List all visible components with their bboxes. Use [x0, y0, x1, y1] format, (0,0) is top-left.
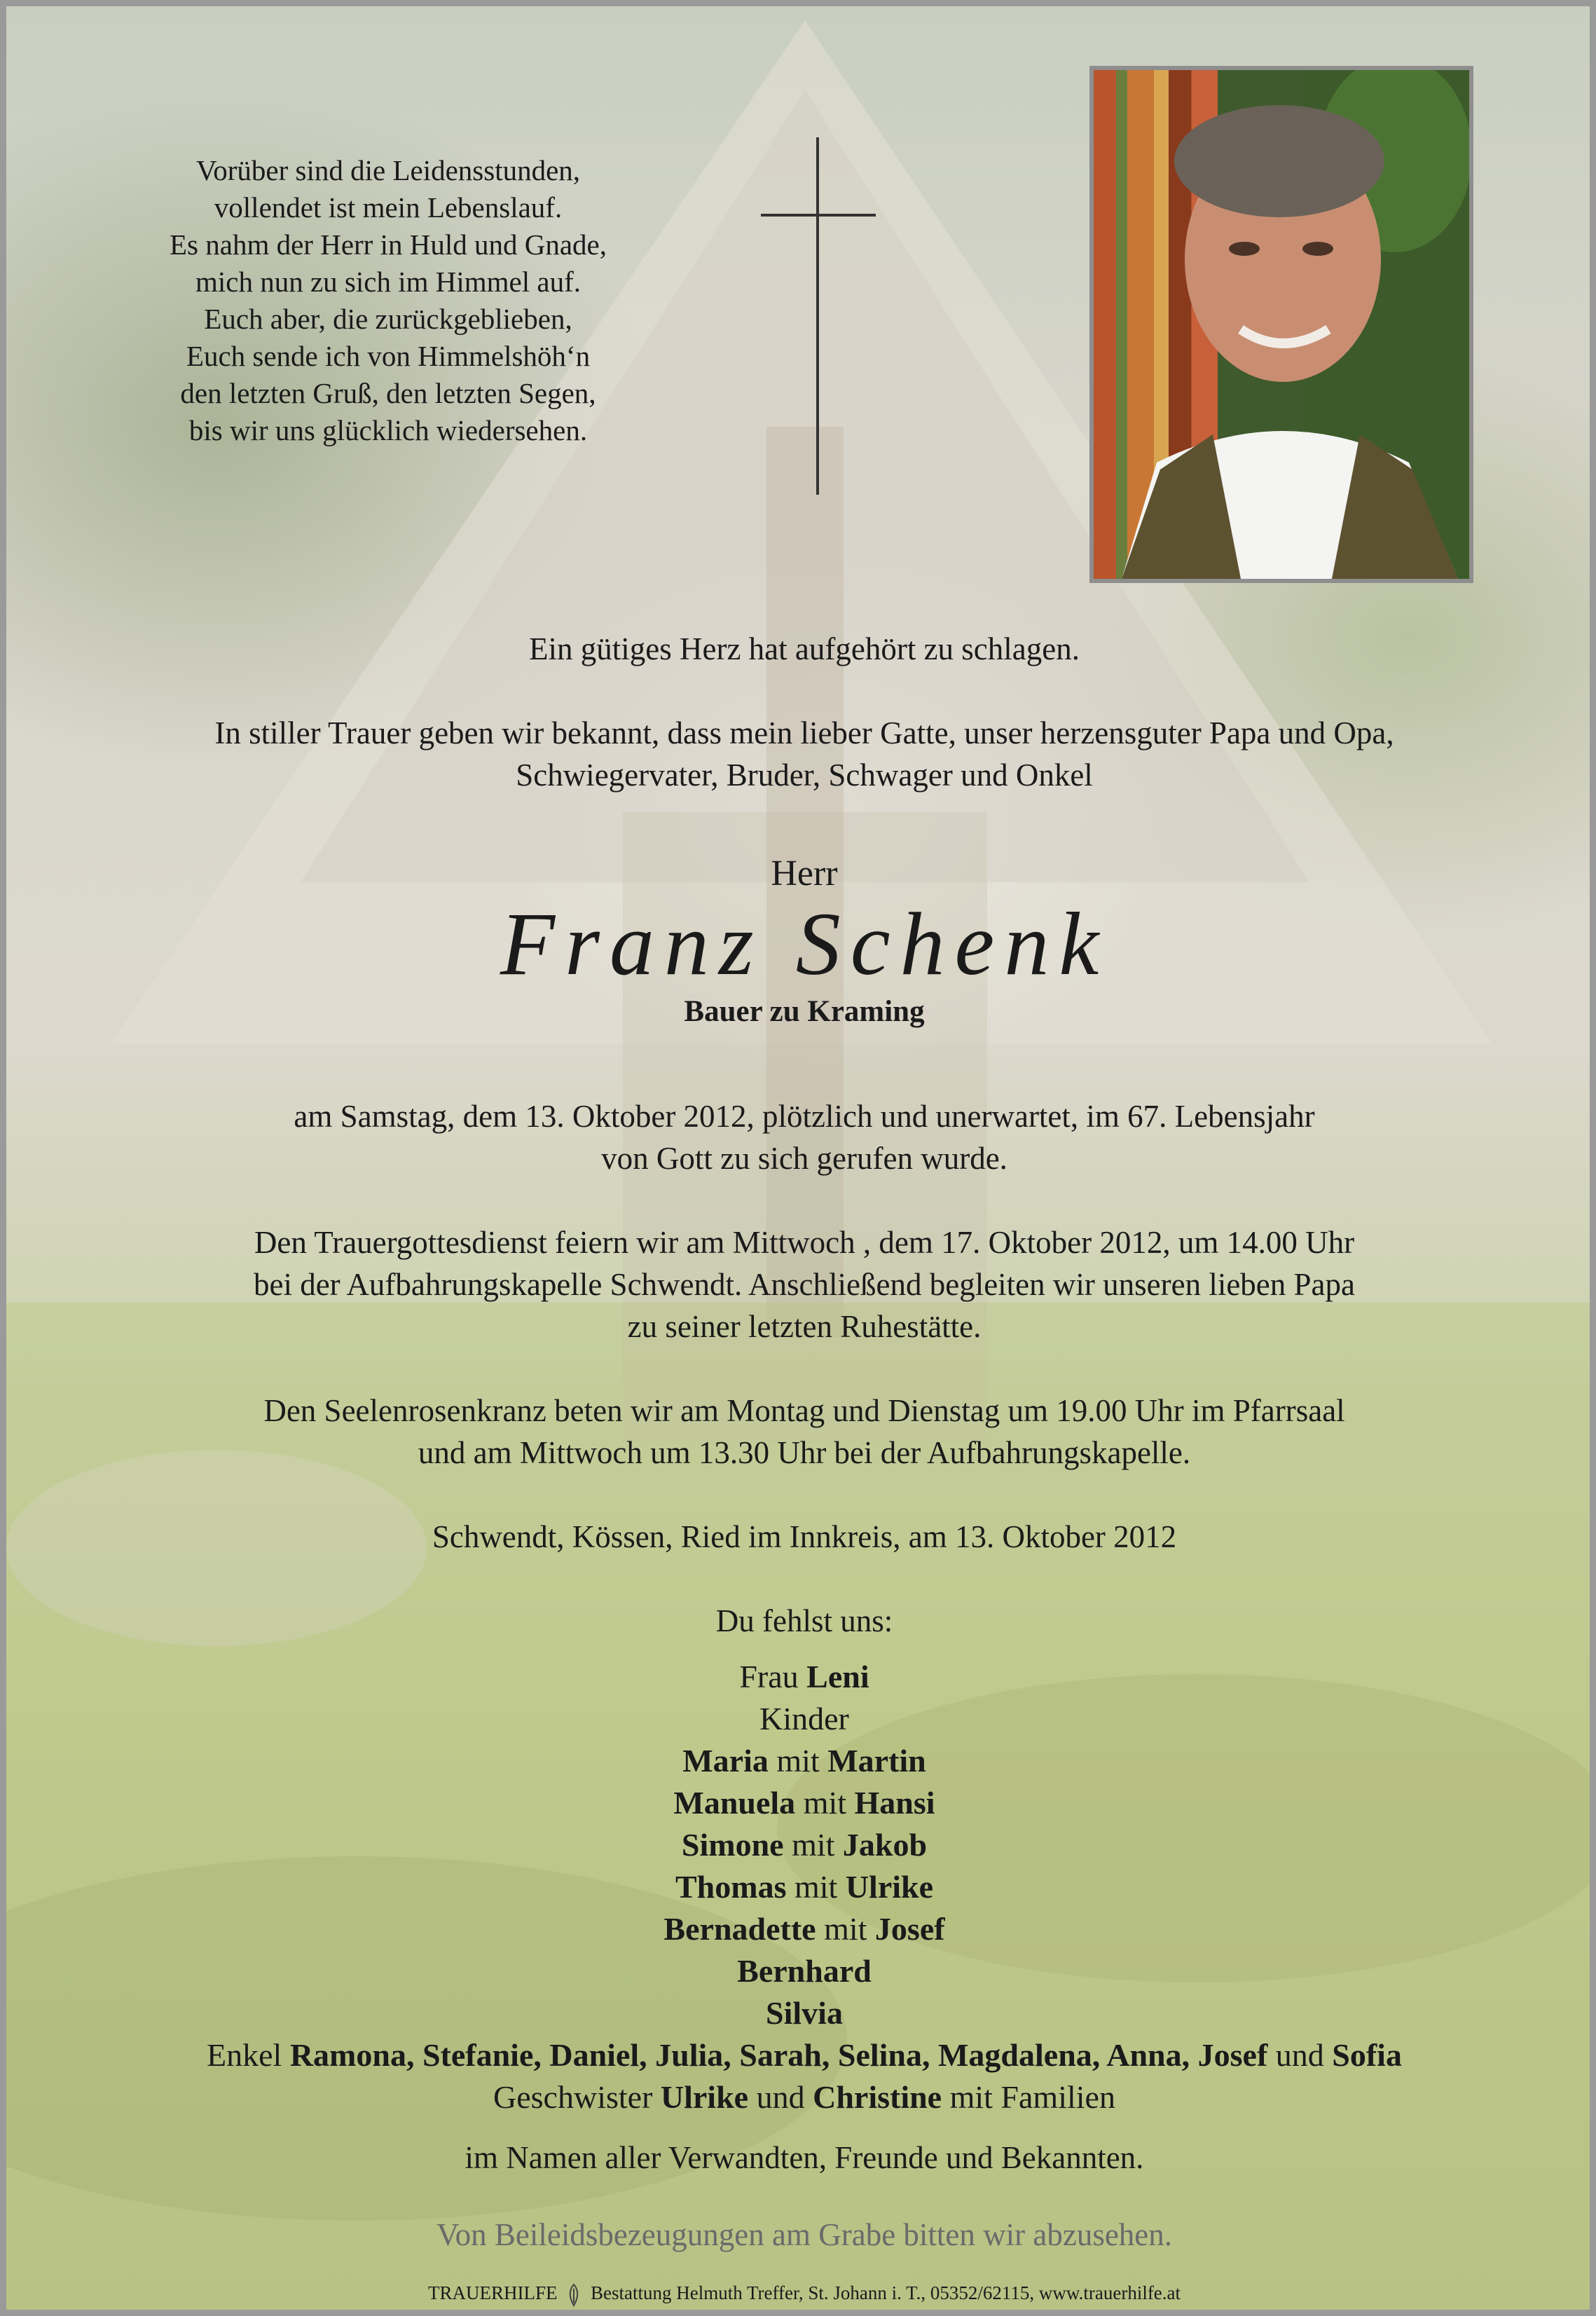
- closing: [6, 2137, 1596, 2179]
- place-date: [6, 1516, 1596, 1558]
- intro-section: [6, 628, 1596, 670]
- death-line: am Samstag, dem 13. Oktober 2012, plötzlich und unerwartet, im 67. Lebensjahr: [294, 1099, 1315, 1134]
- deceased-occupation: Bauer zu Kraming: [684, 995, 925, 1028]
- condolence-request: [6, 2214, 1596, 2256]
- child-entry: Silvia: [766, 1995, 843, 2031]
- announcement-line: In stiller Trauer geben wir bekannt, dass mein lieber Gatte, unser herzensguter Papa und Opa,: [214, 715, 1394, 751]
- deceased-name: Franz Schenk: [500, 894, 1109, 994]
- funeral-line: Den Trauergottesdienst feiern wir am Mittwoch , dem 17. Oktober 2012, um 14.00 Uhr: [254, 1225, 1355, 1260]
- siblings-entry: Geschwister Ulrike und Christine mit Familien: [493, 2079, 1115, 2115]
- verse-line: den letzten Gruß, den letzten Segen,: [180, 377, 596, 409]
- child-entry: Maria mit Martin: [682, 1743, 926, 1779]
- trauerhilfe-logo-icon: [566, 2283, 582, 2307]
- child-entry: Bernhard: [737, 1953, 872, 1989]
- death-notice: [6, 1095, 1596, 1179]
- footer-text: Bestattung Helmuth Treffer, St. Johann i. T., 05352/62115, www.trauerhilfe.at: [590, 2282, 1181, 2303]
- funeral-line: zu seiner letzten Ruhestätte.: [627, 1309, 982, 1344]
- rosary-prayer: [6, 1390, 1596, 1474]
- memorial-verse: [111, 152, 665, 449]
- family-wife: Frau Leni: [739, 1659, 869, 1694]
- verse-line: mich nun zu sich im Himmel auf.: [195, 266, 581, 298]
- portrait-photo: [1089, 66, 1473, 583]
- death-line: von Gott zu sich gerufen wurde.: [601, 1141, 1007, 1176]
- cross-icon: [816, 137, 819, 495]
- condolence-request-line: Von Beileidsbezeugungen am Grabe bitten wir abzusehen.: [436, 2217, 1173, 2252]
- cross-icon-bar: [761, 214, 876, 217]
- place-date-line: Schwendt, Kössen, Ried im Innkreis, am 13. Oktober 2012: [432, 1519, 1177, 1554]
- intro-line: Ein gütiges Herz hat aufgehört zu schlagen.: [529, 631, 1080, 666]
- salutation: Herr: [771, 854, 838, 893]
- footer: [6, 2282, 1596, 2307]
- mourners-heading-line: Du fehlst uns:: [715, 1603, 893, 1638]
- verse-line: Euch sende ich von Himmelshöh‘n: [186, 340, 591, 372]
- child-entry: Thomas mit Ulrike: [675, 1869, 934, 1905]
- funeral-line: bei der Aufbahrungskapelle Schwendt. Anschließend begleiten wir unseren lieben Papa: [253, 1267, 1356, 1302]
- verse-line: vollendet ist mein Lebenslauf.: [214, 191, 563, 224]
- child-entry: Manuela mit Hansi: [673, 1785, 935, 1821]
- funeral-service: [6, 1221, 1596, 1348]
- announcement-line: Schwiegervater, Bruder, Schwager und Onkel: [516, 758, 1093, 793]
- child-entry: Bernadette mit Josef: [663, 1911, 945, 1947]
- rosary-line: Den Seelenrosenkranz beten wir am Montag und Dienstag um 19.00 Uhr im Pfarrsaal: [263, 1393, 1345, 1428]
- closing-line: im Namen aller Verwandten, Freunde und Bekannten.: [465, 2140, 1144, 2175]
- verse-line: Vorüber sind die Leidensstunden,: [195, 154, 581, 186]
- deceased-section: [6, 853, 1596, 1031]
- grandchildren-entry: Enkel Ramona, Stefanie, Daniel, Julia, Sarah, Selina, Magdalena, Anna, Josef und Sofia: [207, 2037, 1402, 2073]
- rosary-line: und am Mittwoch um 13.30 Uhr bei der Aufbahrungskapelle.: [418, 1435, 1191, 1470]
- child-entry: Simone mit Jakob: [681, 1827, 928, 1863]
- footer-brand: TRAUERHILFE: [427, 2282, 558, 2303]
- children-label: Kinder: [759, 1701, 849, 1736]
- verse-line: bis wir uns glücklich wiedersehen.: [188, 414, 588, 446]
- verse-line: Es nahm der Herr in Huld und Gnade,: [170, 228, 607, 261]
- mourners-heading: [6, 1600, 1596, 1642]
- announcement-section: [6, 712, 1596, 796]
- verse-line: Euch aber, die zurückgeblieben,: [204, 303, 572, 335]
- family-list: [6, 1656, 1596, 2118]
